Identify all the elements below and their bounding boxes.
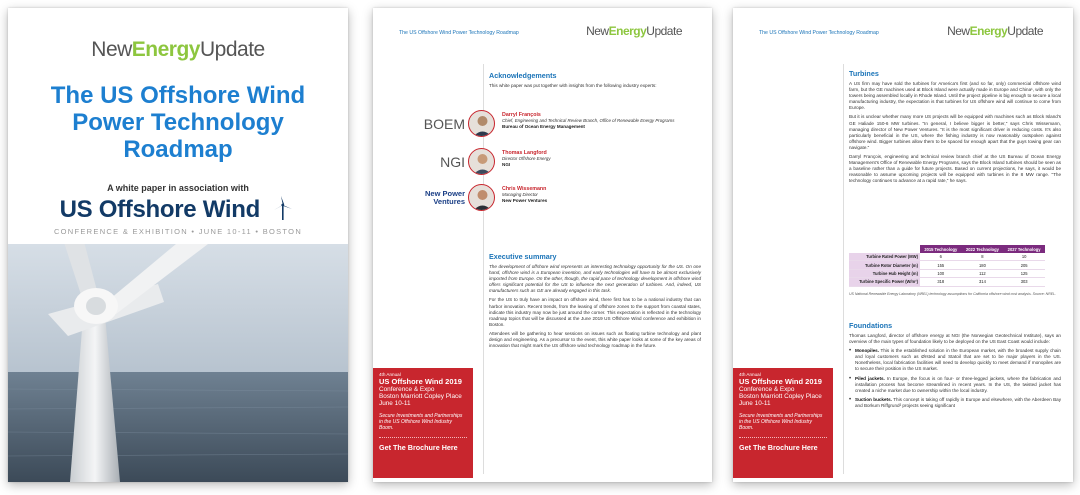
- acknowledgements-section: [489, 71, 701, 92]
- paragraph: Attendees will be gathering to hear sessions on issues such as floating turbine technology and plant design and engineering. As a precursor to the event, this white paper looks at some of the key areas of innovation that might mark the US offshore wind technology roadmap in the future.: [489, 330, 701, 349]
- divider: [739, 437, 827, 438]
- list-item: • Piled jackets. In Europe, the focus is on four- or three-legged jackets, where the fabrication and installation process has become streamlined in recent years. In the US, the twisted jacket has created a niche market due to ownership within the local industry.: [849, 376, 1061, 394]
- org-logo: BOEM: [423, 116, 465, 132]
- person-photo: [468, 184, 495, 211]
- divider: [379, 437, 467, 438]
- table-row: Turbine Hub Height (m) 100 112 125: [849, 269, 1045, 277]
- event-sidebar: 4th Annual US Offshore Wind 2019 Conference & Expo Boston Marriott Copley Place June 10-11 Secure Investments and Partnerships in the US Offshore Wind Industry Boom. Get The Brochure Here: [373, 368, 473, 478]
- org-logo: New Power Ventures: [424, 189, 465, 206]
- page-header-title: The US Offshore Wind Power Technology Roadmap: [759, 30, 879, 36]
- table-row: Turbine Rotor Diameter (m) 155 180 205: [849, 261, 1045, 269]
- page-header-title: The US Offshore Wind Power Technology Roadmap: [399, 30, 519, 36]
- section-heading: Executive summary: [489, 252, 557, 261]
- foundations-section: [849, 321, 1061, 412]
- person-name: Darryl François: [502, 112, 541, 118]
- table-row: Turbine Specific Power (W/m²) 318 314 303: [849, 278, 1045, 286]
- person-entry: [373, 110, 712, 146]
- newenergyupdate-logo: NewEnergyUpdate: [91, 38, 265, 61]
- cover-page: [8, 8, 348, 482]
- get-brochure-link[interactable]: Get The Brochure Here: [739, 442, 818, 452]
- person-company: NGI: [502, 161, 511, 167]
- newenergyupdate-logo: NewEnergyUpdate: [947, 24, 1043, 38]
- person-photo: [468, 148, 495, 175]
- paragraph: This white paper was put together with insights from the following industry experts:: [489, 83, 657, 88]
- person-role: Chief, Engineering and Technical Review Branch, Office of Renewable Energy Programs: [502, 118, 675, 123]
- page-turbines: [733, 8, 1073, 482]
- page-acknowledgements: [373, 8, 712, 482]
- list-item: • Suction buckets. This concept is taking off rapidly in Europe and elsewhere, with the Aberdeen Bay and Borkum Riffgrund² projects seeing significant: [849, 397, 1061, 409]
- event-name: US Offshore Wind: [59, 196, 260, 223]
- event-subtitle: CONFERENCE & EXHIBITION • JUNE 10-11 • BOSTON: [53, 227, 303, 236]
- person-company: New Power Ventures: [502, 197, 548, 203]
- event-sidebar: 4th Annual US Offshore Wind 2019 Conference & Expo Boston Marriott Copley Place June 10-11 Secure Investments and Partnerships in the US Offshore Wind Industry Boom. Get The Brochure Here: [733, 368, 833, 478]
- person-entry: [373, 148, 712, 184]
- offshore-turbine-photo: [8, 244, 348, 482]
- paragraph: For the US to truly have an impact on offshore wind, there first has to be a national industry that can harbor innovation. Recent trends, from the leasing of offshore zones to the support from coastal states, indicate this industry may now be just around the corner. This expectation is reflected in the technology roadmap topics that will be discussed at the June 2019 US Offshore Wind conference and exhibition in Boston.: [489, 297, 701, 327]
- section-heading: Turbines: [849, 69, 879, 78]
- person-photo: [468, 110, 495, 137]
- cover-title: The US Offshore Wind Power Technology Roadmap: [50, 82, 306, 163]
- paragraph: Thomas Langford, director of offshore energy at NGI (the Norwegian Geotechnical Institute), says an overview of the main types of foundation likely to be deployed on the US East Coast would include:: [849, 333, 1061, 345]
- get-brochure-link[interactable]: Get The Brochure Here: [379, 442, 458, 452]
- paragraph: The development of offshore wind represents an interesting technology opportunity for the US. On one hand, offshore wind is a European invention, and early technologies will have to be almost exclusively imported from Europe. On the other, though, the rapid pace of technology development in offshore wind offers significant potential for the US to influence the next generation of turbines. And, indeed, US manufacturers such as GE are already engaged in this task.: [489, 264, 701, 294]
- cover-association-text: A white paper in association with: [107, 183, 249, 193]
- person-role: Director Offshore Energy: [502, 156, 551, 161]
- table-caption: US National Renewable Energy Laboratory (NREL) technology assumptions for California offshore wind cost analysis. Source: NREL.: [849, 292, 1056, 296]
- technology-table: 2015 Technology 2022 Technology 2027 Technology Turbine Rated Power (MW) 6 8 10 Turbine Rotor Diameter (m) 155 180 205 Turbine Hub Height (m) 100 112 125 Turbine Specific Power (W/m²) 318 314 303: [849, 245, 1045, 287]
- paragraph: Darryl François, engineering and technical review branch chief at the US Bureau of Ocean Energy Management's Office of Renewable Energy Programs, says the Block Island turbines should be seen as a baseline rather than a guide for future projects. Based on current projections, he says, it would be reasonable to assume upcoming projects will be equipped with turbines in the 8 MW range. "The technology continues to advance at a rapid rate," he says.: [849, 154, 1061, 184]
- turbines-section: [849, 69, 1061, 188]
- list-item: • Monopiles. This is the established solution in the European market, with the broadest supply chain and loyal customers such as Ørsted and Statoil that are set to be major players in the US. Nonetheless, local fabrication facilities will need to develop quickly to meet demand if monopiles are to secure their position in the US market.: [849, 348, 1061, 372]
- person-name: Thomas Langford: [502, 150, 547, 156]
- person-role: Managing Director: [502, 192, 538, 197]
- us-offshore-wind-logo: [8, 196, 348, 224]
- person-company: Bureau of Ocean Energy Management: [502, 123, 585, 129]
- paragraph: A US firm may have sold the turbines for America's first (and so far, only) commercial offshore wind farm, but the GE machines used at Block Island were actually made in Europe and China¹, with only the towers being assembled locally in Rhode Island. Until the project pipeline is big enough to secure a local manufacturing industry, the expectation is that turbines for US offshore wind will continue to come from Europe.: [849, 81, 1061, 111]
- section-heading: Foundations: [849, 321, 893, 330]
- divider: [843, 64, 844, 474]
- person-name: Chris Wissemann: [502, 186, 547, 192]
- executive-summary-section: [489, 252, 701, 352]
- person-entry: [373, 184, 712, 220]
- table-row: Turbine Rated Power (MW) 6 8 10: [849, 253, 1045, 261]
- newenergyupdate-logo: NewEnergyUpdate: [586, 24, 682, 38]
- org-logo: NGI: [440, 154, 465, 170]
- section-heading: Acknowledgements: [489, 71, 557, 80]
- wind-turbine-icon: [270, 196, 296, 220]
- paragraph: But it is unclear whether many more US projects will be equipped with machines such as Block Island's GE Haliade 150-6 MW turbines. "In general, I believe bigger is better," says Chris Wissemann, managing director of New Power Ventures. "It is the most significant driver in reducing costs. It's also particularly beneficial in the US, where the fishing industry is now reasonably outspoken against offshore wind. Bigger turbines allow them to be spaced far enough apart that the guys towing gear can navigate.": [849, 114, 1061, 150]
